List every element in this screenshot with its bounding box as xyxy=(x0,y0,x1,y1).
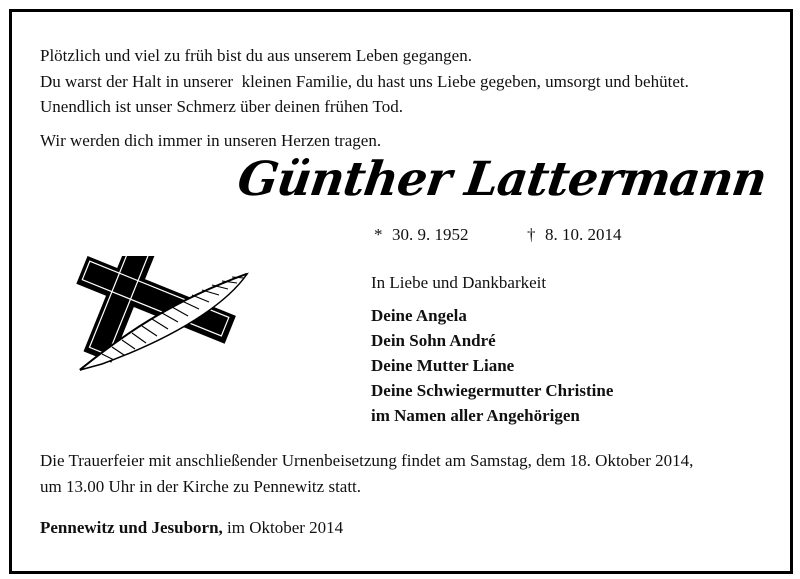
death-dagger-icon: † xyxy=(527,225,536,244)
signature-date: im Oktober 2014 xyxy=(222,518,344,537)
death-date-value: 8. 10. 2014 xyxy=(545,225,622,244)
signature-place: Pennewitz und Jesuborn, xyxy=(40,518,223,537)
funeral-info xyxy=(40,448,693,500)
mourners-list xyxy=(371,303,613,428)
intro-line: Du warst der Halt in unserer kleinen Familie, du hast uns Liebe gegeben, umsorgt und behütet. xyxy=(40,71,689,91)
funeral-line: Die Trauerfeier mit anschließender Urnenbeisetzung findet am Samstag, dem 18. Oktober 2014, xyxy=(40,451,694,470)
birth-star-icon: * xyxy=(374,225,383,244)
birth-date xyxy=(374,225,469,245)
intro-line: Unendlich ist unser Schmerz über deinen frühen Tod. xyxy=(40,97,403,116)
intro-line: Wir werden dich immer in unseren Herzen tragen. xyxy=(40,130,382,150)
birth-date-value: 30. 9. 1952 xyxy=(392,225,469,244)
deceased-name: Günther Lattermann xyxy=(234,152,770,207)
intro-line: Plötzlich und viel zu früh bist du aus unserem Leben gegangen. xyxy=(40,46,472,65)
signature-line xyxy=(40,518,343,538)
obituary-notice xyxy=(9,9,793,574)
funeral-line: um 13.00 Uhr in der Kirche zu Pennewitz statt. xyxy=(40,477,362,496)
mourners-block xyxy=(371,270,613,428)
mourner-name: Deine Angela xyxy=(371,306,467,325)
mourner-name: Dein Sohn André xyxy=(371,331,496,350)
mourners-lead: In Liebe und Dankbarkeit xyxy=(371,273,547,292)
mourner-name: Deine Schwiegermutter Christine xyxy=(371,381,614,400)
cross-with-palm-frond-icon xyxy=(62,256,262,386)
mourner-name: im Namen aller Angehörigen xyxy=(371,406,580,425)
mourner-name: Deine Mutter Liane xyxy=(371,356,515,375)
death-date xyxy=(527,225,622,245)
intro-verse xyxy=(40,43,689,153)
